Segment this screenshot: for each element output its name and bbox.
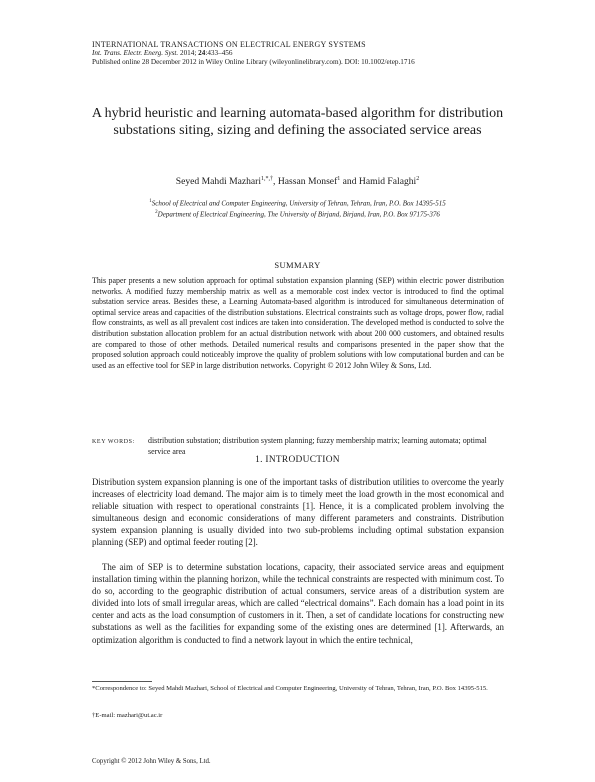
affiliation-text: School of Electrical and Computer Engineering, University of Tehran, Tehran, Iran, P.O. Box 14395-515: [151, 199, 446, 208]
author-affiliation-mark: 2: [416, 176, 420, 182]
keywords-label: KEY WORDS:: [92, 439, 135, 445]
journal-name: INTERNATIONAL TRANSACTIONS ON ELECTRICAL ENERGY SYSTEMS: [92, 40, 366, 49]
journal-header: [92, 40, 512, 67]
journal-citation: [92, 49, 512, 58]
keywords-text: distribution substation; distribution system planning; fuzzy membership matrix; learning automata; optimal service area: [148, 436, 487, 456]
publication-info: Published online 28 December 2012 in Wiley Online Library (wileyonlinelibrary.com). DOI: 10.1002/etep.1716: [92, 58, 415, 66]
affiliation-text: Department of Electrical Engineering, The University of Birjand, Birjand, Iran, P.O. Box 97175-376: [157, 210, 440, 219]
journal-volume: 24: [198, 49, 206, 57]
author-affiliation-mark: 1: [337, 176, 341, 182]
author-affiliation-mark: 1,*,†: [261, 176, 274, 182]
footnote-rule: [92, 681, 152, 682]
affiliation-mark: 2: [155, 210, 158, 215]
body-paragraph: The aim of SEP is to determine substation locations, capacity, their associated service areas and equipment installation timing within the planning horizon, while the technical constraints are respected with minimum cost. To do so, according to the geographic distribution of actual consumers, service areas of a distribution system are divided into lots of small irregular areas, which are called “electrical domains”. Each domain has a load point in its center and acts as the load consumption of customers in it. Then, a set of candidate locations for constructing new substations as well as the facilities for expanding some of the existing ones are determined [1]. Afterwards, an optimization algorithm is conducted to find a network layout in which the entire technical,: [92, 562, 504, 645]
footnote-email: †E-mail: mazhari@ut.ac.ir: [92, 712, 163, 719]
footnote-correspondence: *Correspondence to: Seyed Mahdi Mazhari, School of Electrical and Computer Engineering, University of Tehran, Tehran, Iran, P.O. Box 14395-515.: [92, 685, 488, 692]
journal-pages: :433–456: [205, 49, 233, 57]
affiliation-mark: 1: [149, 199, 152, 204]
author-separator: ,: [273, 176, 278, 188]
journal-abbrev: Int. Trans. Electr. Energ. Syst.: [92, 49, 179, 57]
journal-year: 2014;: [179, 49, 197, 57]
body-paragraph: Distribution system expansion planning is one of the important tasks of distribution utilities to overcome the yearly increases of electricity load demand. The major aim is to timely meet the load growth in the most economical and reliable situation with respect to operational constraints [1]. Hence, it is a complicated problem involving the simultaneous design and economic considerations of many different parameters and constraints. Distribution system expansion planning is usually divided into two sub-problems including optimal substation expansion planning (SEP) and optimal feeder routing [2].: [92, 477, 504, 548]
section-heading: 1. INTRODUCTION: [255, 455, 340, 465]
author-separator: and: [340, 176, 359, 188]
keywords: [92, 436, 504, 457]
abstract-text: This paper presents a new solution approach for optimal substation expansion planning (SEP) within electric power distribution networks. A modified fuzzy membership matrix as well as a memorable cost index vector is introduced to find the optimal substation service areas. Besides these, a Learning Automata-based algorithm is introduced for simultaneous determination of optimal service areas and capacities of the distribution substations. Electrical constraints such as voltage drops, power flow, radial flow constraints, as well as all prevalent cost indices are taken into consideration. The developed method is conducted to solve the distribution substation allocation problem for an actual distribution network with about 200 000 customers, and obtained results are compared to those of other methods. Detailed numerical results and comparisons presented in the paper show that the proposed solution approach could noticeably improve the quality of problem solutions with low computational burden and can be used as an effective tool for SEP in large distribution networks. Copyright © 2012 John Wiley & Sons, Ltd.: [92, 276, 504, 370]
paper-title: A hybrid heuristic and learning automata-based algorithm for distribution substations siting, sizing and defining the associated service areas: [91, 106, 504, 138]
author-list: [70, 176, 525, 187]
affiliation: [70, 197, 525, 208]
author-name: Seyed Mahdi Mazhari: [175, 176, 262, 188]
author-name: Hamid Falaghi: [358, 176, 417, 188]
author-name: Hassan Monsef: [277, 176, 338, 188]
affiliation: [70, 208, 525, 219]
summary-heading: SUMMARY: [274, 260, 321, 270]
copyright-notice: Copyright © 2012 John Wiley & Sons, Ltd.: [92, 758, 211, 765]
